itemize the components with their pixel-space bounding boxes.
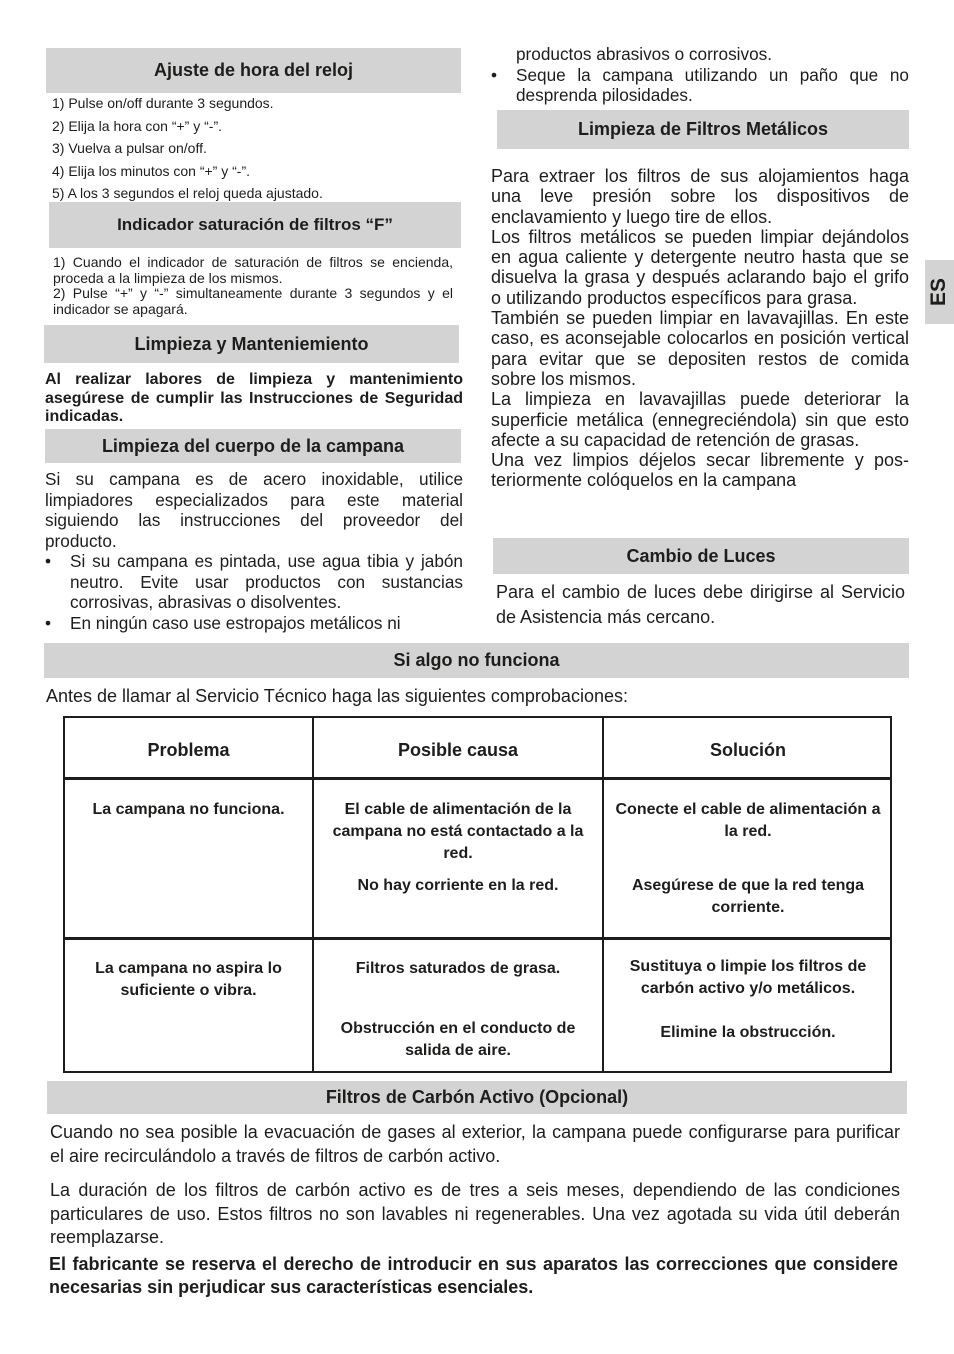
troubleshooting-heading: Si algo no funciona bbox=[44, 643, 909, 678]
table-cell-cause: No hay corriente en la red. bbox=[357, 877, 559, 894]
list-item: • En ningún caso use estropajos metálicos ni bbox=[45, 613, 463, 634]
paragraph: Una vez limpios déjelos secar libremente y pos-teriormente colóquelos en la campana bbox=[491, 450, 909, 491]
body-cleaning-bullets bbox=[45, 551, 463, 633]
table-cell-solution: Asegúrese de que la red tenga corriente. bbox=[631, 877, 865, 916]
table-cell-cause: El cable de alimentación de la campana no está contactado a la red. bbox=[332, 801, 584, 862]
metal-filters-text bbox=[491, 166, 909, 491]
maintenance-warning: Al realizar labores de limpieza y mantenimiento asegúrese de cumplir las Instrucciones de Seguridad indicadas. bbox=[45, 371, 463, 426]
clock-step: 5) A los 3 segundos el reloj queda ajustado. bbox=[52, 185, 323, 201]
filter-indicator-items bbox=[53, 255, 453, 317]
table-cell-cause: Obstrucción en el conducto de salida de aire. bbox=[340, 1020, 576, 1059]
filter-indicator-item: 1) Cuando el indicador de saturación de filtros se encienda, proceda a la limpieza de los mismos. bbox=[53, 254, 453, 286]
filter-indicator-heading: Indicador saturación de filtros “F” bbox=[49, 202, 461, 248]
body-cleaning-continued bbox=[491, 44, 909, 106]
paragraph: La duración de los filtros de carbón activo es de tres a seis meses, dependiendo de las condiciones particulares de uso. Estos filtros no son lavables ni regenerables. Una vez agotada su vida útil deberán reemplazarse. bbox=[50, 1180, 900, 1247]
paragraph: La limpieza en lavavajillas puede deteriorar la superficie metálica (ennegreciéndola) sin que esto afecte a su capacidad de retención de grasas. bbox=[491, 389, 909, 450]
body-cleaning-heading: Limpieza del cuerpo de la campana bbox=[45, 429, 461, 463]
carbon-filters-heading: Filtros de Carbón Activo (Opcional) bbox=[47, 1081, 907, 1114]
table-divider bbox=[65, 937, 890, 940]
clock-section-heading: Ajuste de hora del reloj bbox=[46, 48, 461, 93]
clock-step: 2) Elija la hora con “+” y “-”. bbox=[52, 117, 222, 134]
continued-text: productos abrasivos o corrosivos. bbox=[516, 44, 773, 64]
paragraph: Los filtros metálicos se pueden limpiar dejándolos en agua caliente y detergente neutro hasta que se disuelva la grasa y después aclarando bajo el grifo o utilizando productos específicos para grasa. bbox=[491, 226, 909, 308]
table-cell-problem: La campana no funciona. bbox=[92, 801, 285, 818]
table-cell-solution: Elimine la obstrucción. bbox=[660, 1024, 836, 1041]
table-divider bbox=[602, 718, 604, 1071]
filter-indicator-item: 2) Pulse “+” y “-” simultaneamente durante 3 segundos y el indicador se apagará. bbox=[53, 285, 453, 317]
clock-step: 1) Pulse on/off durante 3 segundos. bbox=[52, 95, 274, 111]
paragraph: También se pueden limpiar en lavavajillas. En este caso, es aconsejable colocarlos en posición vertical para evitar que se depositen restos de comida sobre los mismos. bbox=[491, 308, 909, 389]
language-tab-label: ES bbox=[927, 277, 951, 307]
table-header-cause: Posible causa bbox=[397, 740, 519, 760]
clock-step: 4) Elija los minutos con “+” y “-”. bbox=[52, 162, 250, 179]
language-tab bbox=[925, 260, 954, 324]
list-item: • Si su campana es pintada, use agua tibia y jabón neutro. Evite usar productos con sustancias corrosivas, abrasivas o disolventes. bbox=[45, 551, 463, 613]
table-cell-problem: La campana no aspira lo suficiente o vibra. bbox=[95, 960, 282, 999]
table-header-problem: Problema bbox=[147, 740, 230, 760]
troubleshooting-table bbox=[63, 716, 892, 1073]
table-cell-solution: Sustituya o limpie los filtros de carbón activo y/o metálicos. bbox=[629, 958, 867, 997]
manufacturer-disclaimer: El fabricante se reserva el derecho de introducir en sus aparatos las correcciones que considere necesarias sin perjudicar sus características esenciales. bbox=[49, 1254, 898, 1297]
table-divider bbox=[312, 718, 314, 1071]
list-item: • Seque la campana utilizando un paño que no desprenda pilosidades. bbox=[491, 65, 909, 106]
table-cell-cause: Filtros saturados de grasa. bbox=[355, 960, 561, 977]
continued-bullets bbox=[491, 65, 909, 106]
table-divider bbox=[65, 777, 890, 780]
lights-heading: Cambio de Luces bbox=[493, 538, 909, 574]
troubleshooting-intro: Antes de llamar al Servicio Técnico haga las siguientes comprobaciones: bbox=[46, 686, 628, 706]
metal-filters-heading: Limpieza de Filtros Metálicos bbox=[497, 110, 909, 149]
body-cleaning-text bbox=[45, 469, 463, 633]
body-cleaning-intro: Si su campana es de acero inoxidable, utilice limpiadores especializados para este material siguiendo las instrucciones del proveedor del producto. bbox=[45, 469, 463, 551]
carbon-filters-text bbox=[50, 1121, 900, 1250]
clock-steps bbox=[52, 92, 323, 205]
paragraph: Para extraer los filtros de sus alojamientos haga una leve presión sobre los dispositivos de enclavamiento y luego tire de ellos. bbox=[491, 166, 909, 227]
table-header-solution: Solución bbox=[710, 740, 786, 760]
maintenance-heading: Limpieza y Manteniemiento bbox=[44, 325, 459, 363]
table-cell-solution: Conecte el cable de alimentación a la red. bbox=[615, 801, 881, 840]
paragraph: Cuando no sea posible la evacuación de gases al exterior, la campana puede configurarse para purificar el aire recirculándolo a través de filtros de carbón activo. bbox=[50, 1122, 900, 1166]
clock-step: 3) Vuelva a pulsar on/off. bbox=[52, 140, 207, 156]
lights-text: Para el cambio de luces debe dirigirse al Servicio de Asistencia más cercano. bbox=[496, 582, 905, 627]
